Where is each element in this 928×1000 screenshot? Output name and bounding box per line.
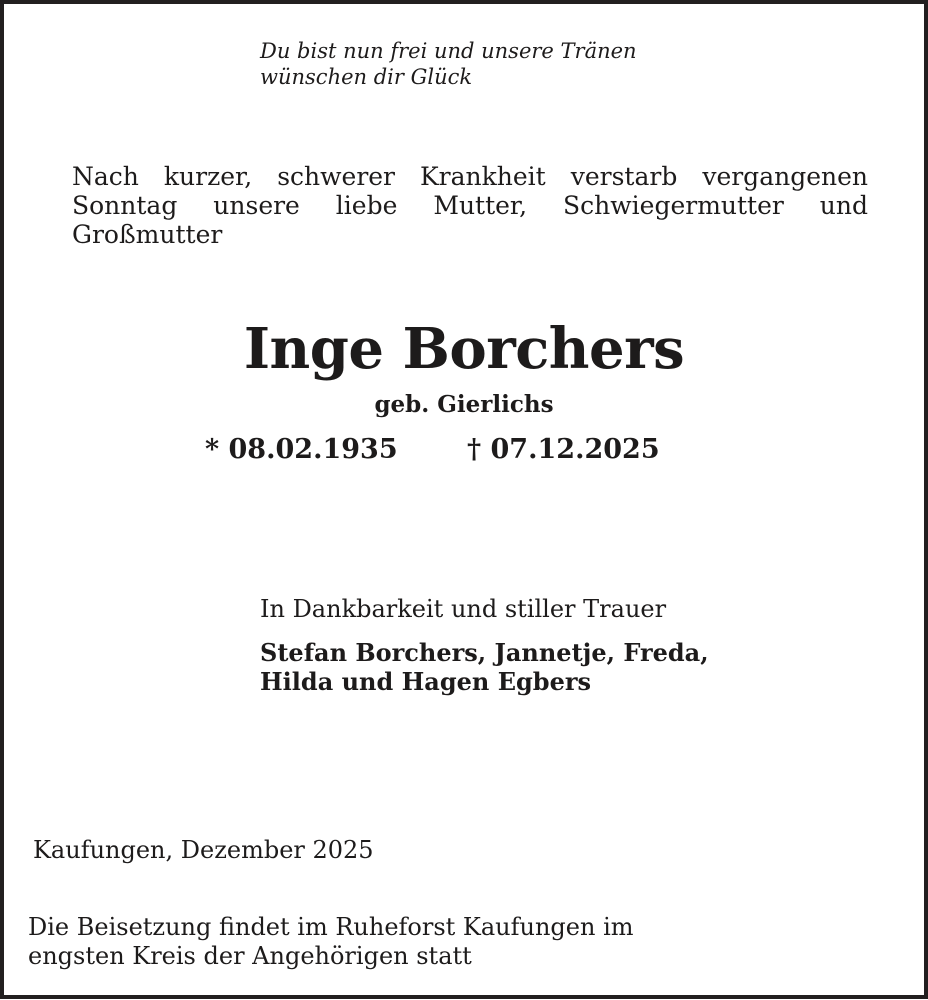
family-line: Hilda und Hagen Egbers — [260, 667, 591, 696]
motto-line: Du bist nun frei und unsere Tränen — [260, 39, 637, 63]
family-names — [260, 638, 709, 696]
motto-line: wünschen dir Glück — [260, 65, 473, 89]
birth-date: * 08.02.1935 — [205, 434, 398, 465]
burial-line: engsten Kreis der Angehörigen statt — [28, 942, 472, 970]
place-date: Kaufungen, Dezember 2025 — [33, 836, 374, 864]
death-date: † 07.12.2025 — [467, 434, 660, 465]
motto — [260, 38, 637, 90]
burial-notice — [28, 913, 634, 971]
deceased-name: Inge Borchers — [243, 316, 685, 382]
maiden-name: geb. Gierlichs — [374, 391, 554, 418]
family-line: Stefan Borchers, Jannetje, Freda, — [260, 638, 709, 667]
burial-line: Die Beisetzung findet im Ruheforst Kaufungen im — [28, 913, 634, 941]
grief-line: In Dankbarkeit und stiller Trauer — [260, 595, 667, 623]
intro-text: Nach kurzer, schwerer Krankheit verstarb vergangenen Sonntag unsere liebe Mutter, Schwiegermutter und Großmutter — [72, 162, 868, 249]
